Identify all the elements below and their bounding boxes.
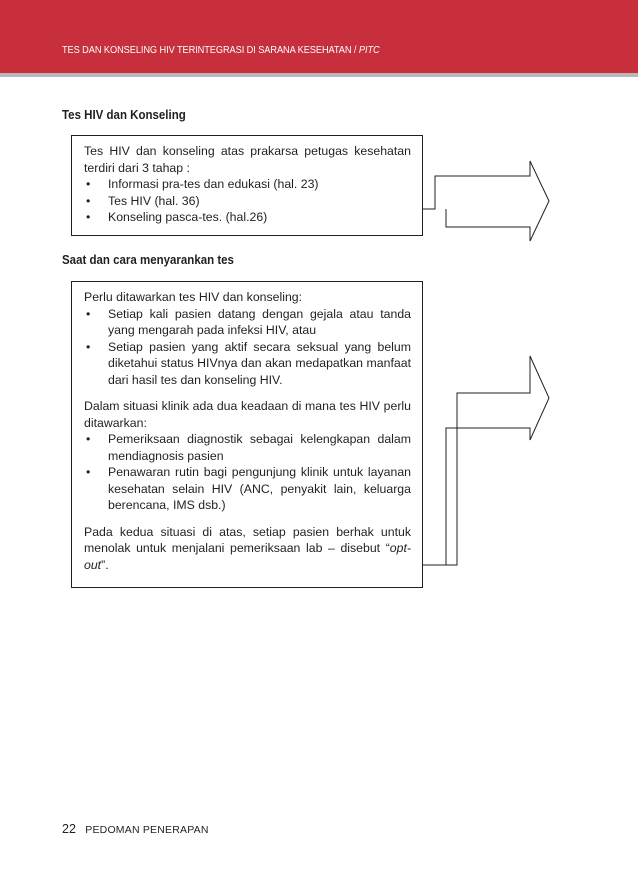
page-number: 22 xyxy=(62,822,76,836)
arrow-bottom-icon xyxy=(423,356,549,565)
page-footer xyxy=(62,822,209,836)
opt-out-text-after: ”. xyxy=(101,557,109,572)
list-item: • Informasi pra-tes dan edukasi (hal. 23) xyxy=(84,176,411,193)
list-item: • Penawaran rutin bagi pengunjung klinik untuk layanan kesehatan selain HIV (ANC, penyakit lain, keluarga berencana, IMS dsb.) xyxy=(84,464,411,514)
list-item: • Konseling pasca-tes. (hal.26) xyxy=(84,209,411,226)
list-item: • Pemeriksaan diagnostik sebagai kelengkapan dalam mendiagnosis pasien xyxy=(84,431,411,464)
arrow-top-icon xyxy=(423,161,549,241)
opt-out-term: opt-out xyxy=(84,541,411,572)
para-situasi-klinik: Dalam situasi klinik ada dua keadaan di mana tes HIV perlu ditawarkan: xyxy=(84,399,411,430)
footer-label: PEDOMAN PENERAPAN xyxy=(85,824,209,836)
list-item: • Setiap kali pasien datang dengan gejala atau tanda yang mengarah pada infeksi HIV, atau xyxy=(84,306,411,339)
running-header-main: TES DAN KONSELING HIV TERINTEGRASI DI SARANA KESEHATAN / xyxy=(62,44,359,56)
section-title-saat-cara: Saat dan cara menyarankan tes xyxy=(62,253,234,267)
running-header-italic: PITC xyxy=(358,44,380,56)
section-title-tes-hiv: Tes HIV dan Konseling xyxy=(62,108,186,122)
list-item: • Tes HIV (hal. 36) xyxy=(84,193,411,210)
opt-out-text-before: Pada kedua situasi di atas, setiap pasien berhak untuk menolak untuk menjalani pemeriksaan lab – disebut “ xyxy=(84,524,411,555)
list-item: • Setiap pasien yang aktif secara seksual yang belum diketahui status HIVnya dan akan medapatkan manfaat dari hasil tes dan konseling HIV. xyxy=(84,339,411,389)
para-perlu-ditawarkan: Perlu ditawarkan tes HIV dan konseling: xyxy=(84,290,303,304)
box-intro-text: Tes HIV dan konseling atas prakarsa petugas kesehatan terdiri dari 3 tahap : xyxy=(84,144,411,175)
